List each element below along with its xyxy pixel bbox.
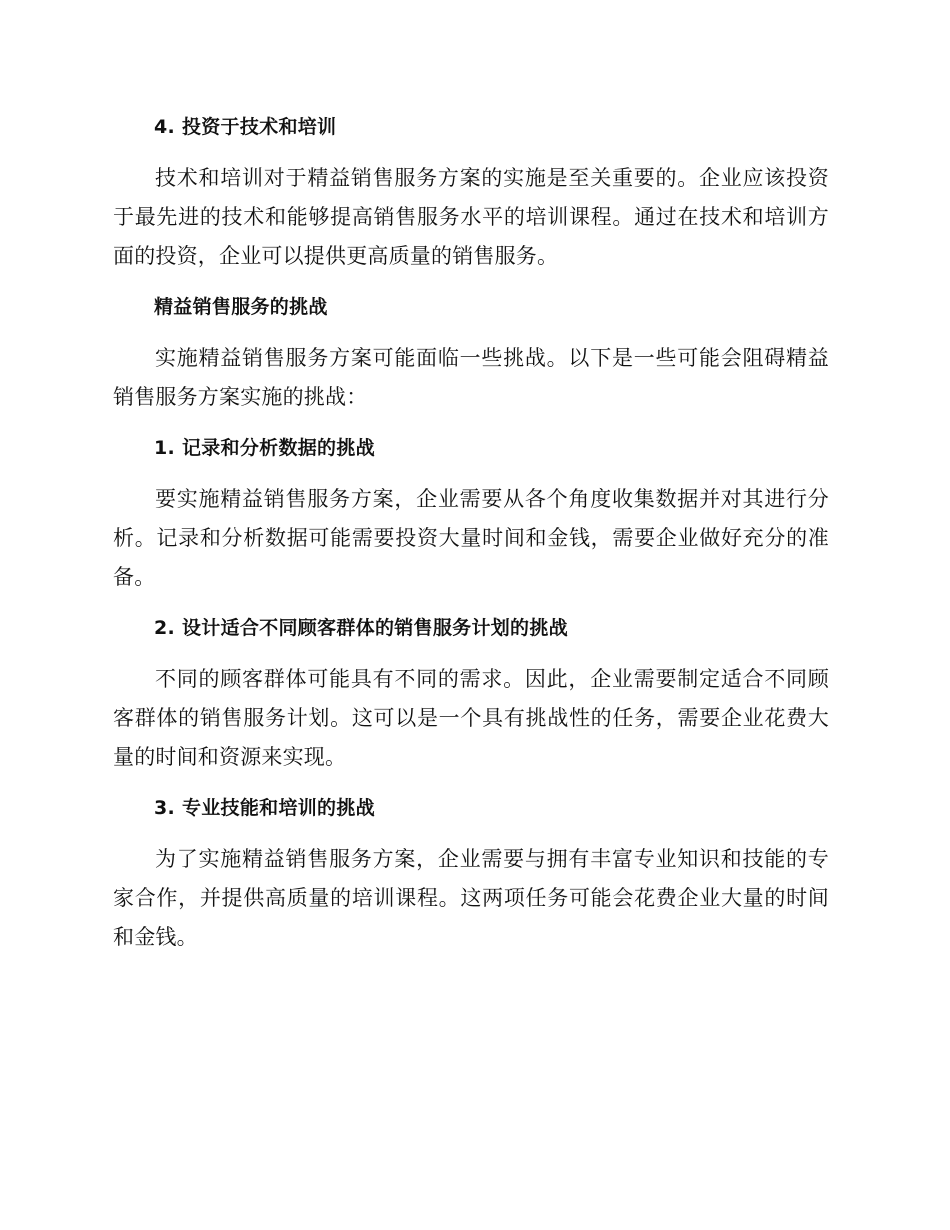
section-heading-skills-training-challenge: 3. 专业技能和培训的挑战	[154, 797, 375, 819]
section-body-customer-plan-challenge: 不同的顾客群体可能具有不同的需求。因此，企业需要制定适合不同顾客群体的销售服务计划。这可以是一个具有挑战性的任务，需要企业花费大量的时间和资源来实现。	[113, 667, 829, 769]
section-heading-invest-tech-training: 4. 投资于技术和培训	[154, 116, 337, 138]
section-body-data-challenge: 要实施精益销售服务方案，企业需要从各个角度收集数据并对其进行分析。记录和分析数据可能需要投资大量时间和金钱，需要企业做好充分的准备。	[113, 487, 829, 589]
section-heading-lean-sales-challenges: 精益销售服务的挑战	[154, 296, 328, 318]
section-heading-data-challenge: 1. 记录和分析数据的挑战	[154, 437, 375, 459]
section-body-lean-sales-challenges: 实施精益销售服务方案可能面临一些挑战。以下是一些可能会阻碍精益销售服务方案实施的挑战：	[113, 346, 829, 409]
section-body-invest-tech-training: 技术和培训对于精益销售服务方案的实施是至关重要的。企业应该投资于最先进的技术和能够提高销售服务水平的培训课程。通过在技术和培训方面的投资，企业可以提供更高质量的销售服务。	[113, 166, 829, 268]
document-content	[113, 108, 829, 969]
section-heading-customer-plan-challenge: 2. 设计适合不同顾客群体的销售服务计划的挑战	[154, 617, 568, 639]
section-body-skills-training-challenge: 为了实施精益销售服务方案，企业需要与拥有丰富专业知识和技能的专家合作，并提供高质量的培训课程。这两项任务可能会花费企业大量的时间和金钱。	[113, 847, 829, 949]
